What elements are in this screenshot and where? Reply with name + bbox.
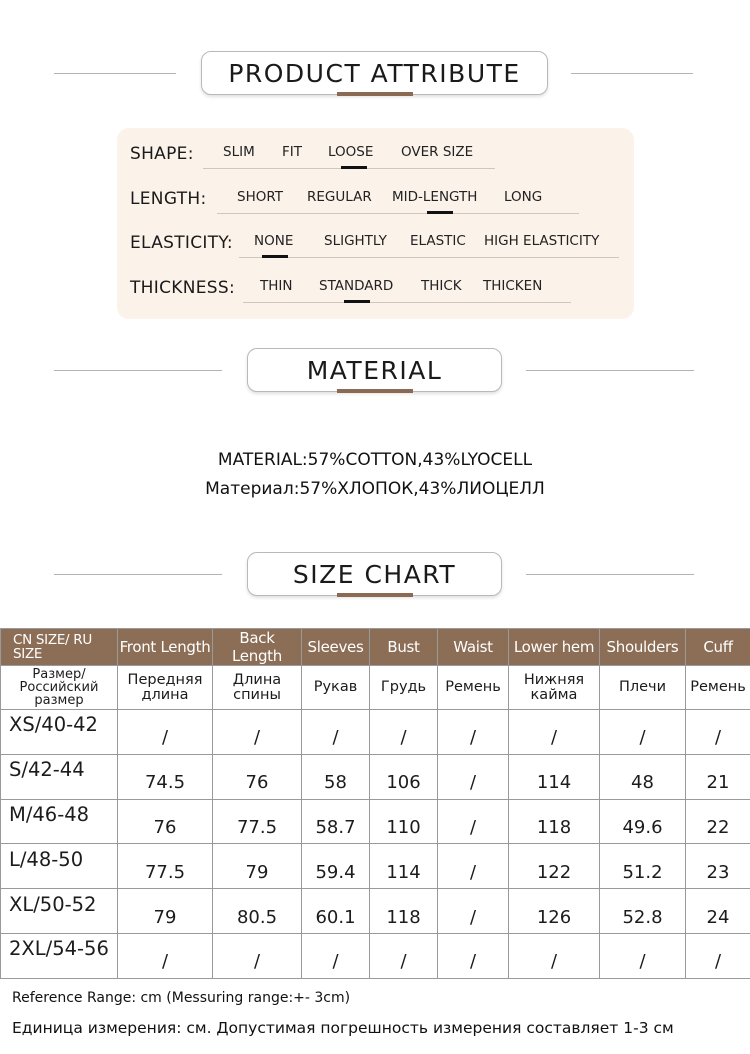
header-rule-right [526,370,694,371]
attribute-row-thickness [117,276,634,306]
attribute-row-length [117,187,634,217]
material-line-en [0,450,750,470]
attribute-option: OVER SIZE [401,144,474,160]
attribute-option: ELASTIC [410,233,466,249]
value-cell: 58.7 [302,799,370,844]
reference-range-note: Reference Range: cm (Messuring range:+- 3cm) [12,990,351,1006]
value-cell: / [686,710,750,755]
value-cell: 48 [600,754,686,799]
attribute-label: LENGTH: [130,189,207,209]
header-cell-ru: Размер/ Российский размер [1,666,118,710]
size-chart-title: SIZE CHART [292,559,457,589]
selected-marker [262,255,288,258]
size-chart-header [0,552,750,598]
value-cell: 77.5 [213,799,302,844]
value-cell: / [686,933,750,978]
attribute-baseline [217,213,579,214]
value-cell: / [302,710,370,755]
header-cell: Sleeves [302,629,370,666]
header-cell: CN SIZE/ RU SIZE [1,629,118,666]
value-cell: / [118,933,213,978]
attribute-option: SLIGHTLY [324,233,387,249]
size-cell: XS/40-42 [1,710,118,755]
header-cell-ru: Рукав [302,666,370,710]
value-cell: 51.2 [600,844,686,889]
value-cell: / [370,710,438,755]
material-label-ru: Материал: [205,479,300,499]
value-cell: 49.6 [600,799,686,844]
attribute-option: LOOSE [328,144,374,160]
table-row [1,889,750,934]
table-row [1,933,750,978]
selected-marker [341,166,367,169]
attribute-option: THICKEN [483,278,543,294]
size-cell: S/42-44 [1,754,118,799]
header-cell: Cuff [686,629,750,666]
value-cell: 24 [686,889,750,934]
product-attribute-title: PRODUCT ATTRIBUTE [228,58,521,88]
value-cell: / [438,889,509,934]
table-row [1,710,750,755]
attribute-option: LONG [504,189,543,205]
value-cell: 58 [302,754,370,799]
material-value-en: 57%COTTON,43%LYOCELL [307,450,533,470]
value-cell: / [600,933,686,978]
attribute-panel [117,128,634,319]
value-cell: 77.5 [118,844,213,889]
value-cell: / [213,710,302,755]
value-cell: / [438,799,509,844]
value-cell: 114 [370,844,438,889]
material-header [0,348,750,394]
header-cell-ru: Плечи [600,666,686,710]
header-rule-right [571,73,693,74]
attribute-option: NONE [254,233,294,249]
table-row [1,844,750,889]
attribute-label: THICKNESS: [130,278,235,298]
attribute-option: THICK [421,278,462,294]
header-cell: Waist [438,629,509,666]
value-cell: 22 [686,799,750,844]
value-cell: 59.4 [302,844,370,889]
attribute-label: ELASTICITY: [130,233,233,253]
material-title: MATERIAL [306,355,443,385]
table-header-en [1,629,750,666]
value-cell: 60.1 [302,889,370,934]
header-cell: Shoulders [600,629,686,666]
header-cell-ru: Грудь [370,666,438,710]
header-cell: Front Length [118,629,213,666]
size-cell: 2XL/54-56 [1,933,118,978]
value-cell: 79 [118,889,213,934]
material-pill [247,348,502,392]
material-label-en: MATERIAL: [217,450,308,470]
value-cell: 76 [213,754,302,799]
value-cell: 80.5 [213,889,302,934]
attribute-option: HIGH ELASTICITY [484,233,600,249]
value-cell: 118 [370,889,438,934]
table-row [1,799,750,844]
product-attribute-header [0,51,750,97]
attribute-option: SHORT [237,189,283,205]
table-header-ru [1,666,750,710]
value-cell: / [302,933,370,978]
header-rule-left [54,73,176,74]
attribute-row-elasticity [117,231,634,261]
title-underline [337,92,413,96]
measurement-note-ru: Единица измерения: см. Допустимая погрешность измерения составляет 1-3 см [12,1019,674,1037]
attribute-option: STANDARD [319,278,394,294]
header-rule-left [54,370,222,371]
material-line-ru [0,479,750,499]
attribute-baseline [239,257,619,258]
attribute-option: THIN [260,278,293,294]
value-cell: 122 [509,844,600,889]
header-cell-ru: Длина спины [213,666,302,710]
value-cell: 21 [686,754,750,799]
value-cell: / [118,710,213,755]
value-cell: / [438,933,509,978]
material-value-ru: 57%ХЛОПОК,43%ЛИОЦЕЛЛ [299,479,545,499]
header-cell: Bust [370,629,438,666]
title-underline [337,593,413,597]
header-rule-right [526,574,694,575]
value-cell: / [438,710,509,755]
header-cell-ru: Ремень [686,666,750,710]
value-cell: 23 [686,844,750,889]
attribute-row-shape [117,142,634,172]
value-cell: / [438,844,509,889]
value-cell: 79 [213,844,302,889]
value-cell: 52.8 [600,889,686,934]
title-underline [337,389,413,393]
attribute-option: MID-LENGTH [392,189,478,205]
size-table [0,628,750,979]
value-cell: 76 [118,799,213,844]
value-cell: 126 [509,889,600,934]
size-chart-pill [247,552,502,596]
attribute-label: SHAPE: [130,144,194,164]
table-row [1,754,750,799]
value-cell: / [509,933,600,978]
attribute-option: REGULAR [307,189,372,205]
header-cell-ru: Нижняя кайма [509,666,600,710]
attribute-option: SLIM [223,144,255,160]
value-cell: / [509,710,600,755]
value-cell: 118 [509,799,600,844]
value-cell: 74.5 [118,754,213,799]
value-cell: 114 [509,754,600,799]
attribute-option: FIT [282,144,302,160]
product-attribute-pill [201,51,548,95]
size-cell: M/46-48 [1,799,118,844]
attribute-baseline [243,302,571,303]
header-rule-left [54,574,222,575]
value-cell: 110 [370,799,438,844]
header-cell-ru: Ремень [438,666,509,710]
size-cell: L/48-50 [1,844,118,889]
value-cell: / [600,710,686,755]
header-cell-ru: Передняя длина [118,666,213,710]
selected-marker [344,300,370,303]
header-cell: Lower hem [509,629,600,666]
selected-marker [427,211,453,214]
value-cell: 106 [370,754,438,799]
value-cell: / [213,933,302,978]
size-cell: XL/50-52 [1,889,118,934]
header-cell: Back Length [213,629,302,666]
value-cell: / [370,933,438,978]
value-cell: / [438,754,509,799]
